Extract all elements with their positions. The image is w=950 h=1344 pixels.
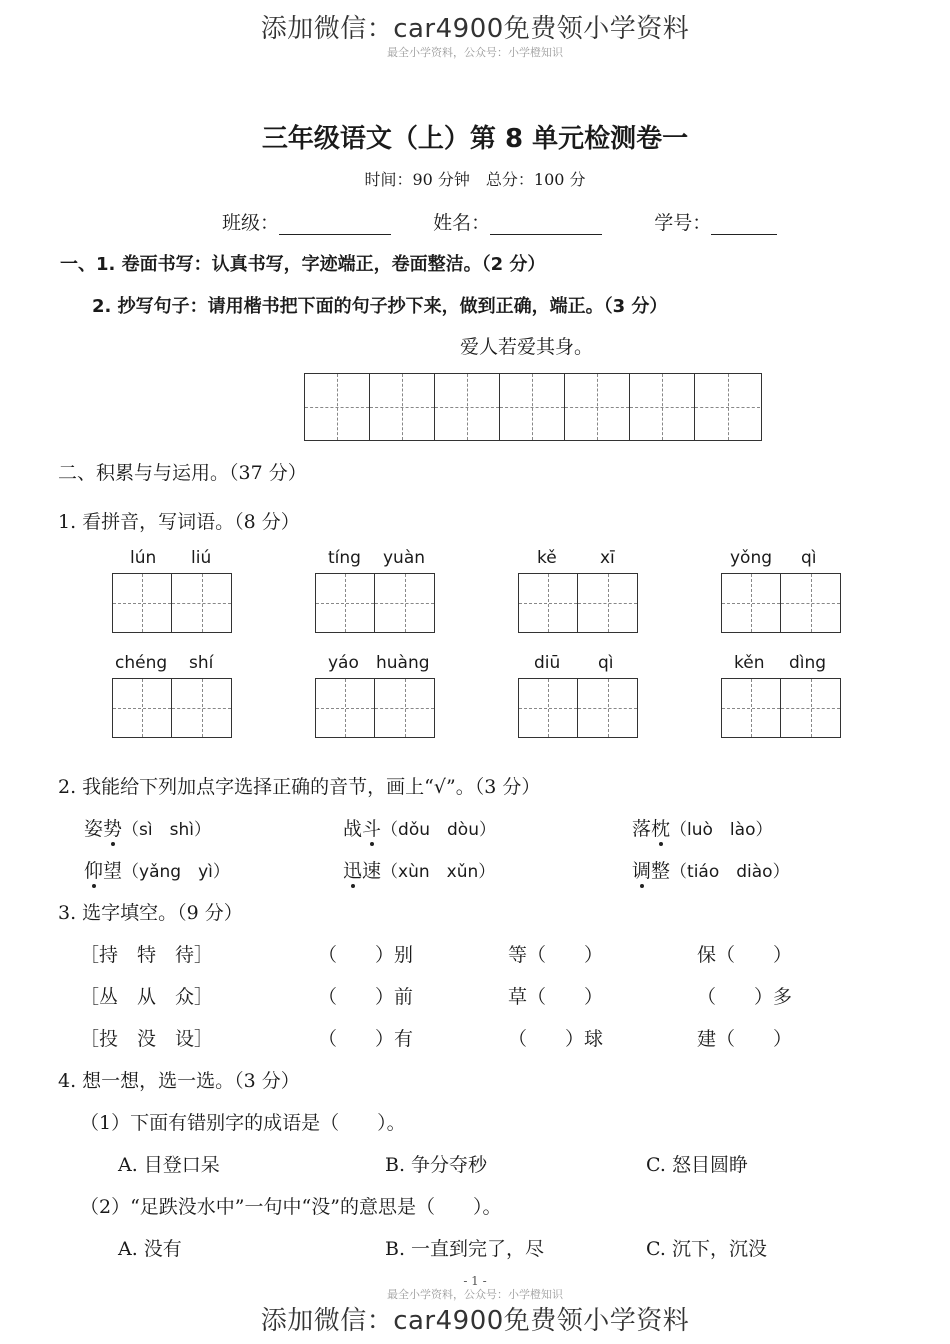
copy-writing-grid[interactable] xyxy=(304,373,762,441)
pinyin-label: chéng xyxy=(115,653,168,673)
fill-blank[interactable]: （ ）有 xyxy=(318,1028,414,1050)
section2-heading: 二、积累与与运用。（37 分） xyxy=(58,462,307,484)
char-set: ［持 特 待］ xyxy=(80,944,214,966)
option-b[interactable]: B. 争分夺秒 xyxy=(385,1154,488,1176)
char: 整 xyxy=(651,860,671,882)
name-label: 姓名： xyxy=(433,212,491,234)
pinyin-label: tíng xyxy=(328,548,361,568)
dotted-char: 势 xyxy=(103,818,123,840)
fill-blank[interactable]: （ ）球 xyxy=(508,1028,604,1050)
char: 落 xyxy=(632,818,652,840)
char-set: ［投 没 设］ xyxy=(80,1028,214,1050)
class-blank[interactable] xyxy=(279,234,391,235)
answer-grid[interactable] xyxy=(112,573,232,633)
pinyin-label: dìng xyxy=(789,653,827,673)
pinyin-label: diū xyxy=(534,653,561,673)
dotted-char: 仰 xyxy=(84,860,104,882)
q2-item[interactable] xyxy=(343,814,496,841)
pinyin-label: liú xyxy=(191,548,212,568)
answer-grid[interactable] xyxy=(112,678,232,738)
fill-blank[interactable]: 等（ ） xyxy=(508,944,604,966)
q2-item[interactable] xyxy=(632,814,772,841)
section1-q1: 一、1. 卷面书写：认真书写，字迹端正，卷面整洁。（2 分） xyxy=(60,254,546,275)
pinyin-label: yáo xyxy=(328,653,359,673)
pinyin-label: qì xyxy=(598,653,614,673)
answer-grid[interactable] xyxy=(518,573,638,633)
pinyin-label: qì xyxy=(801,548,817,568)
q3-instruction: 3. 选字填空。（9 分） xyxy=(58,902,243,924)
name-blank[interactable] xyxy=(490,234,602,235)
q4-1-question: （1）下面有错别字的成语是（ ）。 xyxy=(80,1112,406,1134)
pinyin-options[interactable]: （yǎng yì） xyxy=(122,862,230,882)
exam-time-total: 时间：90 分钟 总分：100 分 xyxy=(364,170,586,189)
q1-instruction: 1. 看拼音，写词语。（8 分） xyxy=(58,511,300,533)
dotted-char: 迅 xyxy=(343,860,363,882)
pinyin-label: yǒng xyxy=(730,548,773,568)
page-number: - 1 - xyxy=(463,1274,487,1288)
watermark-banner-bottom: 添加微信：car4900免费领小学资料 xyxy=(260,1306,690,1336)
student-info-row xyxy=(222,208,777,235)
fill-blank[interactable]: 保（ ） xyxy=(697,944,793,966)
q2-item[interactable] xyxy=(84,814,211,841)
answer-grid[interactable] xyxy=(315,573,435,633)
pinyin-label: yuàn xyxy=(383,548,426,568)
fill-blank[interactable]: 建（ ） xyxy=(697,1028,793,1050)
fill-blank[interactable]: （ ）别 xyxy=(318,944,414,966)
pinyin-label: huàng xyxy=(376,653,430,673)
q2-item[interactable] xyxy=(632,856,790,883)
option-c[interactable]: C. 怒目圆睁 xyxy=(646,1154,748,1176)
class-label: 班级： xyxy=(222,212,280,234)
watermark-banner-top: 添加微信：car4900免费领小学资料 xyxy=(260,14,690,44)
answer-grid[interactable] xyxy=(315,678,435,738)
q2-instruction: 2. 我能给下列加点字选择正确的音节，画上“√”。（3 分） xyxy=(58,776,541,798)
dotted-char: 枕 xyxy=(651,818,671,840)
fill-blank[interactable]: （ ）多 xyxy=(697,986,793,1008)
pinyin-options[interactable]: （tiáo diào） xyxy=(670,862,790,882)
dotted-char: 斗 xyxy=(362,818,382,840)
char: 战 xyxy=(343,818,363,840)
pinyin-label: kě xyxy=(537,548,557,568)
option-a[interactable]: A. 没有 xyxy=(118,1238,182,1260)
pinyin-options[interactable]: （xùn xǔn） xyxy=(381,862,496,882)
dotted-char: 调 xyxy=(632,860,652,882)
char: 速 xyxy=(362,860,382,882)
char: 姿 xyxy=(84,818,104,840)
pinyin-label: xī xyxy=(600,548,615,568)
id-blank[interactable] xyxy=(711,234,777,235)
answer-grid[interactable] xyxy=(721,573,841,633)
q4-2-question: （2）“足跌没水中”一句中“没”的意思是（ ）。 xyxy=(80,1196,502,1218)
fill-blank[interactable]: （ ）前 xyxy=(318,986,414,1008)
option-b[interactable]: B. 一直到完了，尽 xyxy=(385,1238,545,1260)
pinyin-options[interactable]: （dǒu dòu） xyxy=(381,820,496,840)
pinyin-options[interactable]: （sì shì） xyxy=(122,820,211,840)
faint-footer-text: 最全小学资料，公众号：小学橙知识 xyxy=(387,1288,563,1301)
answer-grid[interactable] xyxy=(518,678,638,738)
page-title: 三年级语文（上）第 8 单元检测卷一 xyxy=(261,124,689,154)
section1-q2: 2. 抄写句子：请用楷书把下面的句子抄下来，做到正确，端正。（3 分） xyxy=(92,296,668,317)
option-c[interactable]: C. 沉下，沉没 xyxy=(646,1238,767,1260)
fill-blank[interactable]: 草（ ） xyxy=(508,986,604,1008)
char: 望 xyxy=(103,860,123,882)
copy-sentence: 爱人若爱其身。 xyxy=(460,336,594,358)
q4-instruction: 4. 想一想，选一选。（3 分） xyxy=(58,1070,300,1092)
pinyin-label: shí xyxy=(189,653,214,673)
option-a[interactable]: A. 目登口呆 xyxy=(118,1154,220,1176)
q2-item[interactable] xyxy=(84,856,230,883)
pinyin-label: kěn xyxy=(734,653,765,673)
pinyin-options[interactable]: （luò lào） xyxy=(670,820,773,840)
pinyin-label: lún xyxy=(130,548,157,568)
q2-item[interactable] xyxy=(343,856,495,883)
char-set: ［丛 从 众］ xyxy=(80,986,214,1008)
faint-header-text: 最全小学资料，公众号：小学橙知识 xyxy=(387,46,563,59)
id-label: 学号： xyxy=(654,212,712,234)
answer-grid[interactable] xyxy=(721,678,841,738)
